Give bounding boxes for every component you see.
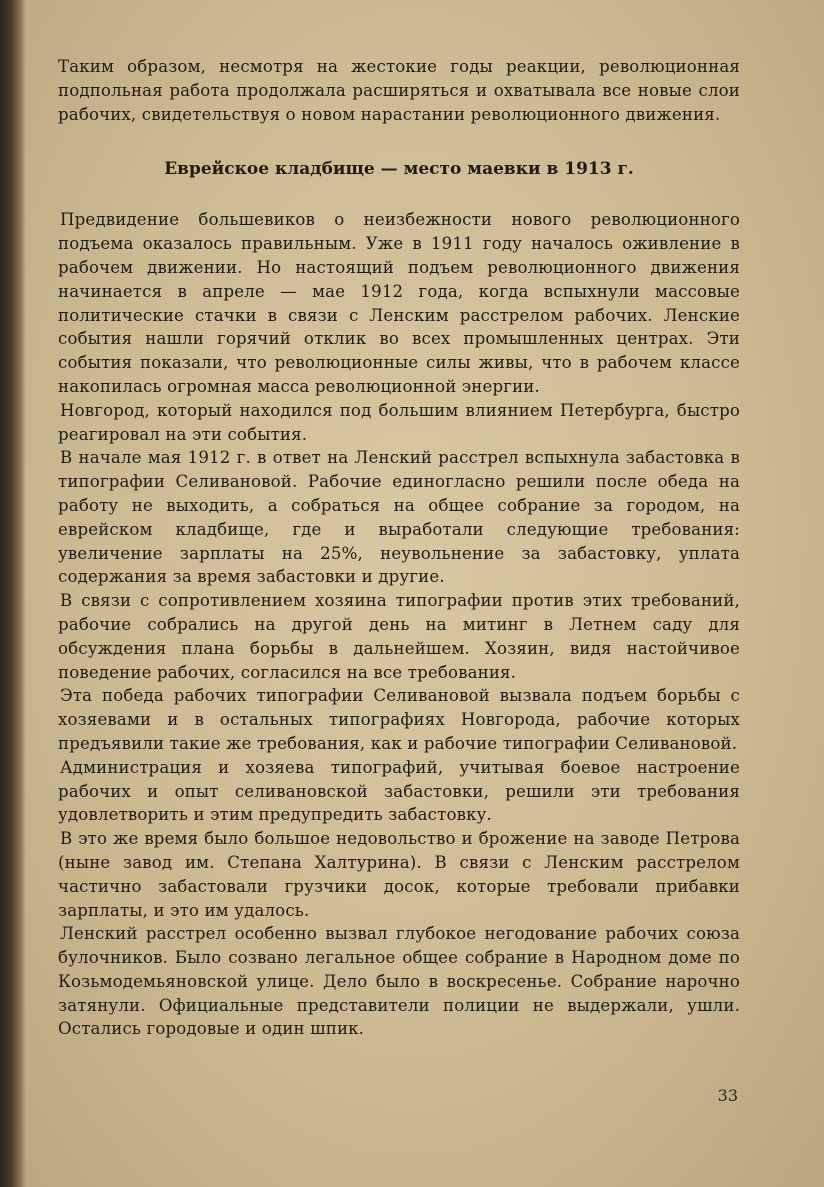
paragraph: В связи с сопротивлением хозяина типографии против этих требований, рабочие собрались на другой день на митинг в Летнем саду для обсуждения плана борьбы в дальнейшем. Хозяин, видя настойчивое поведение рабочих, согласился на все требования. xyxy=(58,591,740,682)
paragraph: Новгород, который находился под большим влиянием Петербурга, быстро реагировал на эти события. xyxy=(58,400,740,444)
paragraph: В начале мая 1912 г. в ответ на Ленский расстрел вспыхнула забастовка в типографии Селивановой. Рабочие единогласно решили после обеда на работу не выходить, а собраться на общее собрание за городом, на еврейском кладбище, где и выработали следующие требования: увеличение зарплаты на 25%, неувольнение за забастовку, уплата содержания за время забастовки и другие. xyxy=(58,448,740,587)
section-title: Еврейское кладбище — место маевки в 1913 г. xyxy=(164,159,634,180)
page-number: 33 xyxy=(717,1086,738,1105)
paragraph: Предвидение большевиков о неизбежности нового революционного подъема оказалось правильным. Уже в 1911 году началось оживление в рабочем движении. Но настоящий подъем революционного движения начинается в апреле — мае 1912 года, когда вспыхнули массовые политические стачки в связи с Ленским расстрелом рабочих. Ленские события нашли горячий отклик во всех промышленных центрах. Эти события показали, что революционные силы живы, что в рабочем классе накопилась огромная масса революционной энергии. xyxy=(58,210,740,396)
paragraph: В это же время было большое недовольство и брожение на заводе Петрова (ныне завод им. Степана Халтурина). В связи с Ленским расстрелом частично забастовали грузчики досок, которые требовали прибавки зарплаты, и это им удалось. xyxy=(58,829,740,920)
text-block xyxy=(58,55,740,1041)
paragraph: Эта победа рабочих типографии Селивановой вызвала подъем борьбы с хозяевами и в остальных типографиях Новгорода, рабочие которых предъявили такие же требования, как и рабочие типографии Селивановой. xyxy=(58,686,740,753)
book-binding-edge xyxy=(0,0,26,1187)
paragraph: Администрация и хозяева типографий, учитывая боевое настроение рабочих и опыт селивановской забастовки, решили эти требования удовлетворить и этим предупредить забастовку. xyxy=(58,757,740,825)
paragraph: Ленский расстрел особенно вызвал глубокое негодование рабочих союза булочников. Было созвано легальное общее собрание в Народном доме по Козьмодемьяновской улице. Дело было в воскресенье. Собрание нарочно затянули. Официальные представители полиции не выдержали, ушли. Остались городовые и один шпик. xyxy=(58,924,740,1039)
intro-paragraph: Таким образом, несмотря на жестокие годы реакции, революционная подпольная работа продолжала расширяться и охватывала все новые слои рабочих, свидетельствуя о новом нарастании революционного движения. xyxy=(58,57,740,124)
